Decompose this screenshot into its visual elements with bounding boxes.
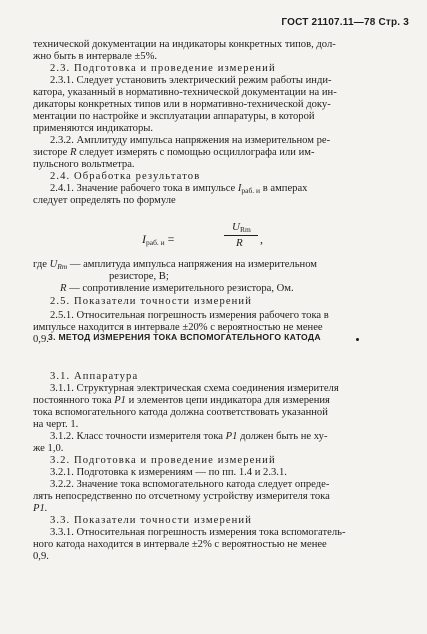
text-span: следует измерять с помощью осциллографа или им- xyxy=(76,147,315,158)
text-line: катора, указанный в нормативно-технической документации на ин- xyxy=(33,87,337,98)
fraction-bar xyxy=(224,235,258,236)
text-span: зисторе xyxy=(33,147,70,158)
formula-symbol: I xyxy=(142,232,146,246)
text-line: дикаторы конкретных типов или в нормативно-технической доку- xyxy=(33,99,331,110)
text-span: — сопротивление измерительного резистора, Ом. xyxy=(66,283,294,294)
ink-dot xyxy=(356,338,359,341)
text-line: 3.1.1. Структурная электрическая схема соединения измерителя xyxy=(50,383,339,394)
text-line: P1. xyxy=(33,503,48,514)
text-line: же 1,0. xyxy=(33,443,64,454)
text-span: где xyxy=(33,259,50,270)
text-line xyxy=(33,395,330,407)
formula-subscript: Rm xyxy=(239,225,251,234)
subscript: Rm xyxy=(57,262,68,271)
text-line xyxy=(33,147,314,159)
text-line: на черт. 1. xyxy=(33,419,79,430)
text-line: резисторе, В; xyxy=(109,271,169,282)
symbol-i: I xyxy=(237,183,242,194)
text-span: должен быть не ху- xyxy=(237,431,328,442)
symbol-u: U xyxy=(49,259,58,270)
text-line: ментации по настройке и эксплуатации аппаратуры, в которой xyxy=(33,111,315,122)
formula-subscript: раб. и xyxy=(146,238,165,247)
formula-denominator: R xyxy=(236,237,243,249)
text-line: технической документации на индикаторы конкретных типов, дол- xyxy=(33,39,336,50)
text-line: 3.2.1. Подготовка к измерениям — по пп. 1.4 и 2.3.1. xyxy=(50,467,287,478)
text-line: 0,9. xyxy=(33,551,49,562)
page-header: ГОСТ 21107.11—78 Стр. 3 xyxy=(281,17,409,28)
subsection-heading: 2.5. Показатели точности измерений xyxy=(50,296,252,307)
text-line xyxy=(50,431,327,443)
text-line: жно быть в интервале ±5%. xyxy=(33,51,158,62)
text-line: 3.2.2. Значение тока вспомогательного катода следует опреде- xyxy=(50,479,330,490)
text-line xyxy=(33,259,317,273)
formula xyxy=(142,219,282,259)
formula-symbol: U xyxy=(232,221,240,233)
formula-equals: = xyxy=(164,232,175,246)
text-span: и элементов цепи индикатора для измерения xyxy=(125,395,330,406)
subsection-heading: 2.3. Подготовка и проведение измерений xyxy=(50,63,276,74)
text-span: 3.1.2. Класс точности измерителя тока xyxy=(50,431,226,442)
text-span: 2.4.1. Значение рабочего тока в импульсе xyxy=(50,183,238,194)
text-line: 2.3.1. Следует установить электрический режим работы инди- xyxy=(50,75,332,86)
text-span: постоянного тока xyxy=(33,395,115,406)
symbol-p1: P1 xyxy=(225,431,238,442)
symbol-r: R xyxy=(70,147,77,158)
subsection-heading: 2.4. Обработка результатов xyxy=(50,171,201,182)
text-line: 0,9. xyxy=(33,334,49,345)
symbol-p1: P1 xyxy=(114,395,126,406)
text-span: в амперах xyxy=(260,183,308,194)
text-line: лять непосредственно по отсчетному устройству измерителя тока xyxy=(33,491,330,502)
text-line: тока вспомогательного катода должна соответствовать указанной xyxy=(33,407,328,418)
text-line: импульсе находится в интервале ±20% с вероятностью не менее xyxy=(33,322,323,333)
subsection-heading: 3.3. Показатели точности измерений xyxy=(50,515,252,526)
text-line: 2.5.1. Относительная погрешность измерения рабочего тока в xyxy=(50,310,329,321)
section-title: 3. МЕТОД ИЗМЕРЕНИЯ ТОКА ВСПОМОГАТЕЛЬНОГО КАТОДА xyxy=(48,332,321,342)
text-span: — амплитуда импульса напряжения на измерительном xyxy=(67,259,317,270)
text-line: следует определять по формуле xyxy=(33,195,176,206)
text-line: 2.3.2. Амплитуду импульса напряжения на измерительном ре- xyxy=(50,135,331,146)
subsection-heading: 3.1. Аппаратура xyxy=(50,371,139,382)
formula-lhs xyxy=(142,232,174,247)
text-line: пульсного вольтметра. xyxy=(33,159,135,170)
subscript: раб. и xyxy=(241,186,261,195)
text-line: ного катода находится в интервале ±2% с вероятностью не менее xyxy=(33,539,327,550)
formula-numerator xyxy=(232,221,251,234)
formula-comma: , xyxy=(260,232,263,246)
text-line: применяются индикаторы. xyxy=(33,123,154,134)
text-line xyxy=(60,283,294,295)
text-line: 3.3.1. Относительная погрешность измерения тока вспомогатель- xyxy=(50,527,346,538)
symbol-r: R xyxy=(60,283,67,294)
subsection-heading: 3.2. Подготовка и проведение измерений xyxy=(50,455,276,466)
